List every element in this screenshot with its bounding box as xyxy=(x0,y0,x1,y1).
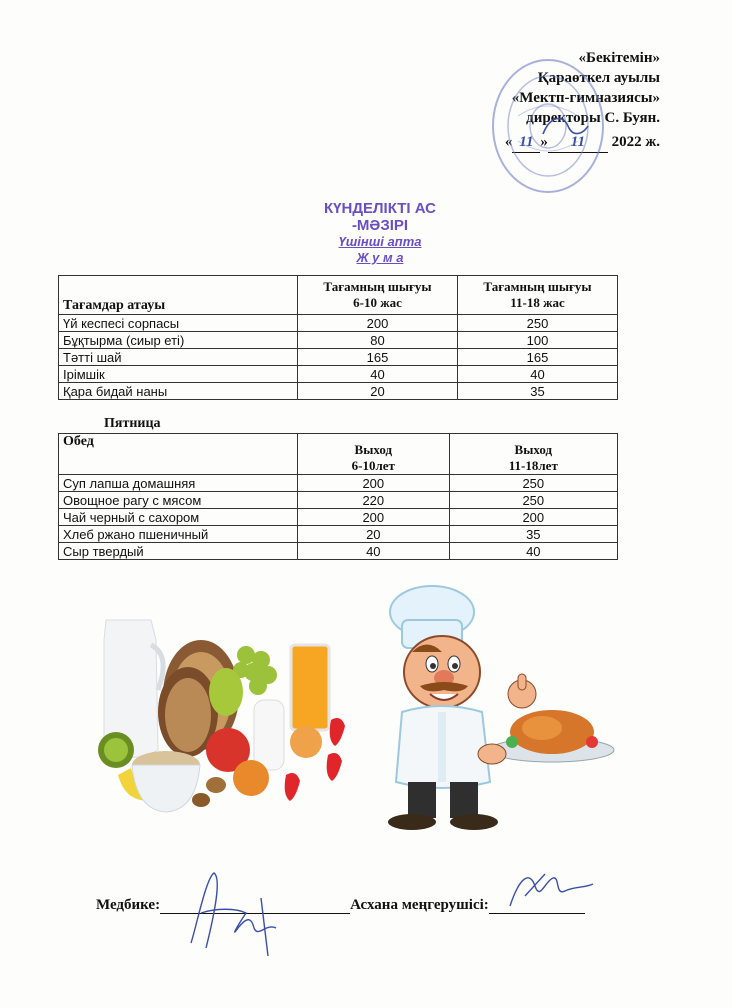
table-row xyxy=(59,383,618,400)
header-age-range: 6-10 жас xyxy=(353,295,402,310)
header-output-11-18 xyxy=(449,434,617,475)
header-output-label: Выход xyxy=(354,442,393,457)
header-meal: Обед xyxy=(59,434,298,475)
title-line-1: КҮНДЕЛІКТІ АС xyxy=(323,200,437,217)
portion-6-10: 165 xyxy=(298,349,458,366)
dish-name: Сыр твердый xyxy=(59,543,298,560)
output-6-10: 20 xyxy=(298,526,450,543)
header-portion-label: Тағамның шығуы xyxy=(483,279,592,294)
portion-6-10: 200 xyxy=(298,315,458,332)
title-day: Ж у м а xyxy=(356,250,404,265)
healthy-food-illustration-icon xyxy=(96,600,358,830)
approval-line-2: Қараөткел ауылы xyxy=(537,70,660,86)
portion-6-10: 40 xyxy=(298,366,458,383)
header-portion-6-10 xyxy=(298,276,458,315)
nurse-signature-icon xyxy=(176,868,286,958)
portion-11-18: 100 xyxy=(458,332,618,349)
table-header-row xyxy=(59,434,618,475)
table-row xyxy=(59,526,618,543)
date-year: 2022 ж. xyxy=(611,134,660,150)
header-age-range: 6-10лет xyxy=(351,458,395,473)
dish-name: Ірімшік xyxy=(59,366,298,383)
portion-11-18: 250 xyxy=(458,315,618,332)
approval-line-3: «Мектп-гимназиясы» xyxy=(511,90,660,106)
school-stamp-icon xyxy=(488,56,608,196)
header-output-6-10 xyxy=(298,434,450,475)
output-6-10: 40 xyxy=(298,543,450,560)
portion-11-18: 40 xyxy=(458,366,618,383)
table-row xyxy=(59,349,618,366)
output-11-18: 200 xyxy=(449,509,617,526)
date-day: 11 xyxy=(512,132,540,153)
date-month: 11 xyxy=(548,132,608,153)
output-6-10: 220 xyxy=(298,492,450,509)
table-row xyxy=(59,492,618,509)
canteen-manager-signature-icon xyxy=(505,866,595,916)
dish-name: Тәтті шай xyxy=(59,349,298,366)
portion-6-10: 20 xyxy=(298,383,458,400)
approval-line-4: директоры С. Буян. xyxy=(526,110,660,126)
dish-name: Бұқтырма (сиыр еті) xyxy=(59,332,298,349)
nurse-label: Медбике: xyxy=(96,897,161,913)
table-header-row xyxy=(59,276,618,315)
header-age-range: 11-18 жас xyxy=(510,295,565,310)
output-11-18: 250 xyxy=(449,492,617,509)
dish-name: Чай черный с сахором xyxy=(59,509,298,526)
date-close-quote: » xyxy=(540,134,548,150)
dish-name: Қара бидай наны xyxy=(59,383,298,400)
table-row xyxy=(59,509,618,526)
dish-name: Хлеб ржано пшеничный xyxy=(59,526,298,543)
chef-illustration-icon xyxy=(372,582,636,836)
day-label-russian: Пятница xyxy=(104,416,161,431)
output-11-18: 40 xyxy=(449,543,617,560)
table-row xyxy=(59,475,618,492)
canteen-manager-label: Асхана меңгерушісі: xyxy=(350,897,489,913)
dish-name: Үй кеспесі сорпасы xyxy=(59,315,298,332)
approval-line-1: «Бекітемін» xyxy=(578,50,660,66)
header-output-label: Выход xyxy=(514,442,553,457)
output-6-10: 200 xyxy=(298,509,450,526)
portion-11-18: 165 xyxy=(458,349,618,366)
table-row xyxy=(59,366,618,383)
menu-table-kazakh xyxy=(58,275,618,400)
table-row xyxy=(59,543,618,560)
dish-name: Суп лапша домашняя xyxy=(59,475,298,492)
title-line-2: -МӘЗІРІ xyxy=(351,217,409,234)
header-dish-name: Тағамдар атауы xyxy=(59,276,298,315)
portion-11-18: 35 xyxy=(458,383,618,400)
output-11-18: 250 xyxy=(449,475,617,492)
dish-name: Овощное рагу с мясом xyxy=(59,492,298,509)
output-11-18: 35 xyxy=(449,526,617,543)
header-age-range: 11-18лет xyxy=(508,458,558,473)
table-row xyxy=(59,315,618,332)
menu-title xyxy=(300,200,460,266)
menu-table-russian xyxy=(58,433,618,560)
header-portion-11-18 xyxy=(458,276,618,315)
title-week: Үшінші апта xyxy=(338,234,422,249)
table-row xyxy=(59,332,618,349)
output-6-10: 200 xyxy=(298,475,450,492)
header-portion-label: Тағамның шығуы xyxy=(323,279,432,294)
date-open-quote: « xyxy=(504,134,513,150)
portion-6-10: 80 xyxy=(298,332,458,349)
